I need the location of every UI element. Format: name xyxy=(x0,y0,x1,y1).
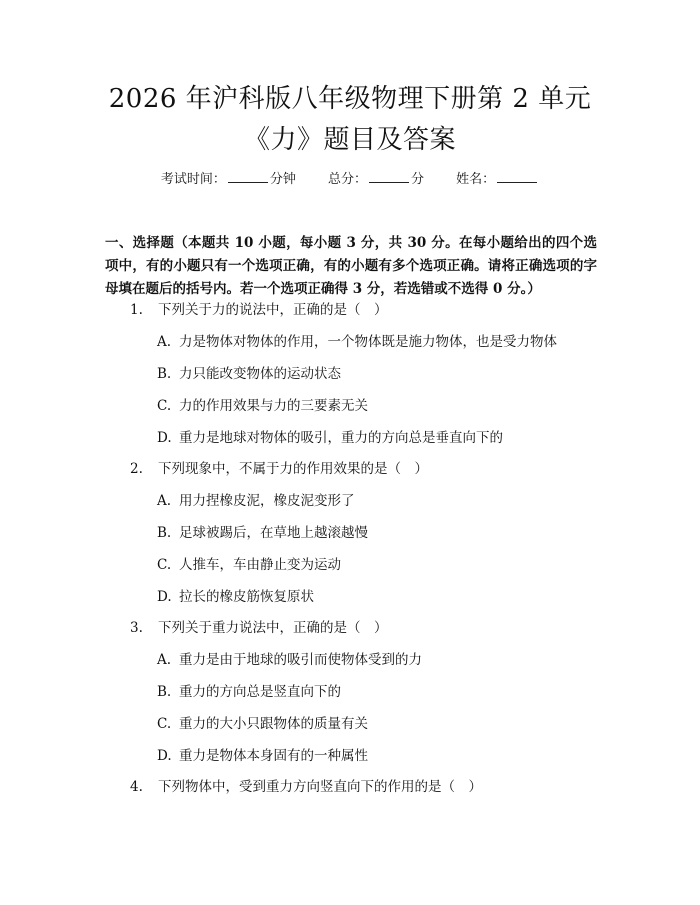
option-text: 用力捏橡皮泥，橡皮泥变形了 xyxy=(179,493,355,509)
time-blank xyxy=(228,170,268,183)
question-number: 1. xyxy=(130,302,143,318)
option-2c xyxy=(157,555,597,575)
section-heading: 一、选择题（本题共 10 小题，每小题 3 分，共 30 分。在每小题给出的四个选项中，有的小题只有一个选项正确，有的小题有多个选项正确。请将正确选项的字母填在题后的括号内。若一个选项正确得 3 分，若选错或不选得 0 分。） xyxy=(105,235,597,297)
option-3c xyxy=(157,714,597,734)
option-text: 人推车，车由静止变为运动 xyxy=(179,557,341,573)
question-text: 下列现象中，不属于力的作用效果的是（ ） xyxy=(158,461,428,477)
option-text: 重力是由于地球的吸引而使物体受到的力 xyxy=(179,652,422,668)
option-letter: A. xyxy=(157,493,172,509)
option-letter: D. xyxy=(157,589,172,605)
option-text: 足球被踢后，在草地上越滚越慢 xyxy=(179,525,368,541)
option-text: 力只能改变物体的运动状态 xyxy=(179,366,341,382)
option-text: 重力是地球对物体的吸引，重力的方向总是垂直向下的 xyxy=(179,430,503,446)
page-title-line2: 《力》题目及答案 xyxy=(243,125,456,155)
option-1d xyxy=(157,428,597,448)
option-3a xyxy=(157,650,597,670)
option-2b xyxy=(157,523,597,543)
option-letter: B. xyxy=(157,525,172,541)
exam-time-field xyxy=(161,172,300,187)
option-letter: A. xyxy=(157,334,172,350)
time-label: 考试时间： xyxy=(160,172,226,187)
option-letter: B. xyxy=(157,684,172,700)
question-number: 2. xyxy=(130,461,143,477)
question-text: 下列关于力的说法中，正确的是（ ） xyxy=(158,302,388,318)
option-letter: C. xyxy=(157,398,172,414)
option-3b xyxy=(157,682,597,702)
option-1c xyxy=(157,396,597,416)
option-2d xyxy=(157,587,597,607)
score-label: 总分： xyxy=(327,172,367,187)
option-letter: A. xyxy=(157,652,172,668)
option-text: 拉长的橡皮筋恢复原状 xyxy=(179,589,314,605)
score-unit: 分 xyxy=(411,172,425,187)
option-letter: C. xyxy=(157,716,172,732)
option-text: 重力的大小只跟物体的质量有关 xyxy=(179,716,368,732)
question-number: 3. xyxy=(130,620,143,636)
option-letter: C. xyxy=(157,557,172,573)
option-text: 力的作用效果与力的三要素无关 xyxy=(179,398,368,414)
question-text: 下列关于重力说法中，正确的是（ ） xyxy=(158,620,388,636)
exam-meta xyxy=(0,170,700,189)
question-2 xyxy=(130,459,590,479)
option-letter: D. xyxy=(157,430,172,446)
page-title-line1: 2026 年沪科版八年级物理下册第 2 单元 xyxy=(108,84,592,114)
question-4 xyxy=(130,777,590,797)
name-field xyxy=(456,172,539,187)
question-text: 下列物体中，受到重力方向竖直向下的作用的是（ ） xyxy=(158,779,482,795)
time-unit: 分钟 xyxy=(269,172,296,187)
option-text: 力是物体对物体的作用，一个物体既是施力物体，也是受力物体 xyxy=(179,334,557,350)
option-1a xyxy=(157,332,597,352)
option-3d xyxy=(157,746,597,766)
question-3 xyxy=(130,618,590,638)
name-label: 姓名： xyxy=(456,172,496,187)
option-letter: D. xyxy=(157,748,172,764)
total-score-field xyxy=(328,172,428,187)
question-1 xyxy=(130,300,590,320)
question-number: 4. xyxy=(130,779,143,795)
score-blank xyxy=(369,170,409,183)
option-text: 重力是物体本身固有的一种属性 xyxy=(179,748,368,764)
option-letter: B. xyxy=(157,366,172,382)
option-text: 重力的方向总是竖直向下的 xyxy=(179,684,341,700)
option-2a xyxy=(157,491,597,511)
name-blank xyxy=(497,170,537,183)
option-1b xyxy=(157,364,597,384)
